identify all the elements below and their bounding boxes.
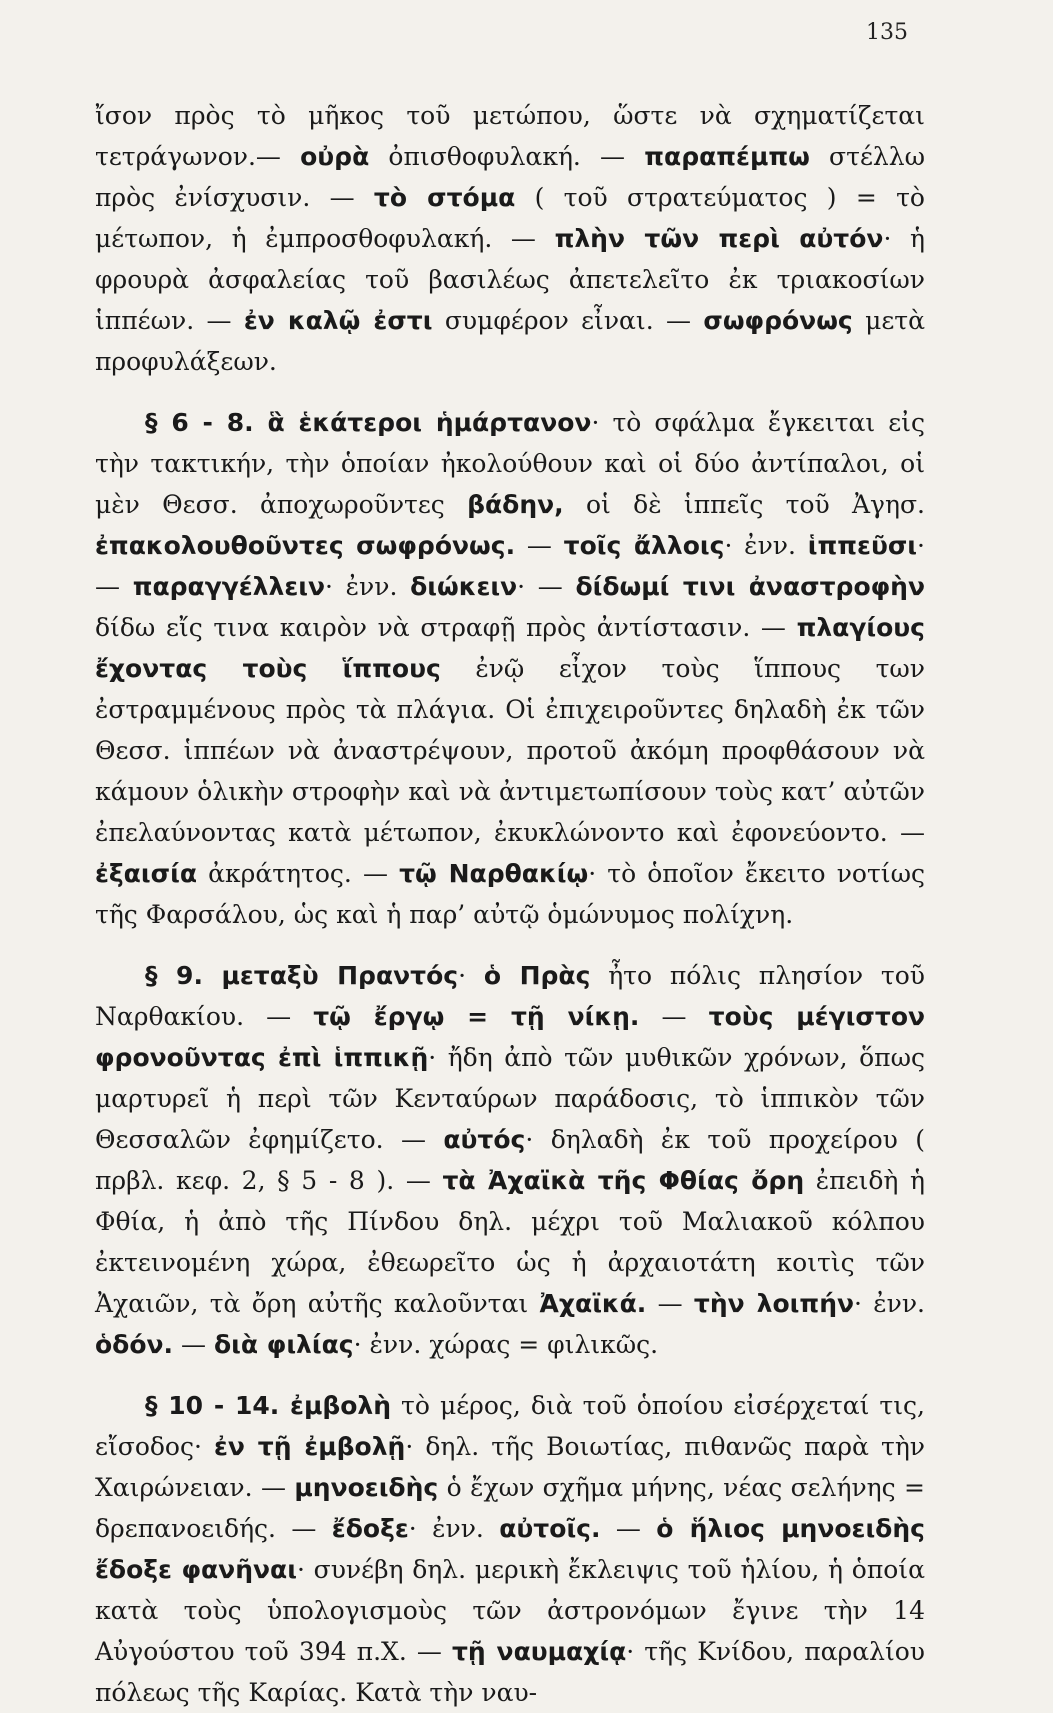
explanation-text: ἐπειδὴ ἡ Φθία, ἡ ἀπὸ τῆς Πίνδου δηλ. μέχρι τοῦ Μαλιακοῦ κόλπου ἐκτεινομένη χώρα, ἐθεωρεῖτο ὡς ἡ ἀρχαιοτάτη κοιτὶς τῶν Ἀχαιῶν, τὰ ὄρη αὐτῆς καλοῦνται: [95, 1166, 926, 1318]
explanation-text: · τῆς Κνίδου, παραλίου πόλεως τῆς Καρίας. Κατὰ τὴν ναυ-: [95, 1637, 926, 1707]
lemma-term: πλαγίους ἔχοντας τοὺς ἵππους: [95, 613, 925, 683]
explanation-text: —: [646, 1289, 694, 1318]
lemma-term: μηνοειδὴς: [294, 1473, 439, 1502]
lemma-term: ἐν τῇ ἐμβολῇ: [213, 1432, 406, 1461]
explanation-text: δίδω εἴς τινα καιρὸν νὰ στραφῇ πρὸς ἀντίστασιν. —: [95, 613, 797, 642]
explanation-text: στέλλω πρὸς ἐνίσχυσιν. —: [95, 142, 925, 212]
lemma-term: ἐπακολουθοῦντες σωφρόνως.: [95, 531, 516, 560]
lemma-term: τοὺς μέγιστον φρονοῦντας ἐπὶ ἱππικῇ: [95, 1002, 926, 1072]
explanation-text: ἀκράτητος. —: [197, 859, 400, 888]
paragraph: [95, 1385, 925, 1713]
explanation-text: · συνέβη δηλ. μερικὴ ἔκλειψις τοῦ ἡλίου, ἡ ὁποία κατὰ τοὺς ὑπολογισμοὺς τῶν ἀστρονόμων ἔγινε τὴν 14 Αὐγούστου τοῦ 394 π.Χ. —: [95, 1555, 925, 1666]
paragraph-gap: [95, 935, 925, 955]
lemma-term: τὸ στόμα: [373, 183, 516, 212]
lemma-term: ἔδοξε: [331, 1514, 409, 1543]
explanation-text: · ἐνν. χώρας = φιλικῶς.: [353, 1330, 659, 1359]
lemma-term: δίδωμί τινι ἀναστροφὴν: [575, 572, 926, 601]
explanation-text: ( τοῦ στρατεύματος ) = τὸ μέτωπον, ἡ ἐμπροσθοφυλακή. —: [95, 183, 925, 253]
explanation-text: τὸ μέρος, διὰ τοῦ ὁποίου εἰσέρχεταί τις, εἴσοδος·: [95, 1391, 925, 1461]
explanation-text: —: [515, 531, 564, 560]
paragraph: [95, 95, 925, 382]
explanation-text: ·: [458, 961, 484, 990]
explanation-text: συμφέρον εἶναι. —: [432, 306, 704, 335]
explanation-text: · τὸ ὁποῖον ἔκειτο νοτίως τῆς Φαρσάλου, ὡς καὶ ἡ παρ’ αὐτῷ ὁμώνυμος πολίχνη.: [95, 859, 925, 929]
explanation-text: · ἐνν.: [854, 1289, 925, 1318]
explanation-text: ἐνῷ εἶχον τοὺς ἵππους των ἐστραμμένους πρὸς τὰ πλάγια. Οἱ ἐπιχειροῦντες δηλαδὴ ἐκ τῶν Θεσσ. ἱππέων νὰ ἀναστρέψουν, προτοῦ ἀκόμη προφθάσουν νὰ κάμουν ὁλικὴν στροφὴν καὶ νὰ ἀντιμετωπίσουν τοὺς κατ’ αὐτῶν ἐπελαύνοντας κατὰ μέτωπον, ἐκυκλώνοντο καὶ ἐφονεύοντο. —: [95, 654, 925, 847]
explanation-text: · —: [517, 572, 576, 601]
lemma-term: διώκειν: [410, 572, 518, 601]
explanation-text: ὀπισθοφυλακή. —: [369, 142, 645, 171]
explanation-text: ἦτο πόλις πλησίον τοῦ Ναρθακίου. —: [95, 961, 926, 1031]
explanation-text: · ἐνν.: [408, 1514, 500, 1543]
lemma-term: ὁδόν.: [95, 1330, 174, 1359]
lemma-term: ὁ Πρὰς: [483, 961, 591, 990]
lemma-term: πλὴν τῶν περὶ αὐτόν: [554, 224, 884, 253]
lemma-term: § 6 - 8. ἃ ἑκάτεροι ἡμάρτανον: [145, 408, 592, 437]
explanation-text: ὁ ἔχων σχῆμα μήνης, νέας σελήνης = δρεπανοειδής. —: [95, 1473, 925, 1543]
explanation-text: οἱ δὲ ἱππεῖς τοῦ Ἀγησ.: [563, 490, 925, 519]
explanation-text: —: [639, 1002, 709, 1031]
explanation-text: · ἡ φρουρὰ ἀσφαλείας τοῦ βασιλέως ἀπετελεῖτο ἐκ τριακοσίων ἱππέων. —: [95, 224, 926, 335]
lemma-term: τῷ ἔργῳ = τῇ νίκῃ.: [313, 1002, 640, 1031]
explanation-text: —: [173, 1330, 214, 1359]
explanation-text: · δηλαδὴ ἐκ τοῦ προχείρου ( πρβλ. κεφ. 2, § 5 - 8 ). —: [95, 1125, 925, 1195]
page-number: 135: [866, 20, 908, 45]
explanation-text: · δηλ. τῆς Βοιωτίας, πιθανῶς παρὰ τὴν Χαιρώνειαν. —: [95, 1432, 925, 1502]
lemma-term: Ἀχαϊκά.: [539, 1289, 647, 1318]
lemma-term: τὰ Ἀχαϊκὰ τῆς Φθίας ὄρη: [442, 1166, 805, 1195]
lemma-term: αὐτοῖς.: [499, 1514, 601, 1543]
commentary-text: [95, 95, 925, 1713]
lemma-term: ἱππεῦσι: [807, 531, 918, 560]
lemma-term: παραγγέλλειν: [132, 572, 326, 601]
lemma-term: οὐρὰ: [300, 142, 370, 171]
explanation-text: —: [600, 1514, 657, 1543]
paragraph: [95, 955, 925, 1365]
paragraph-gap: [95, 1365, 925, 1385]
lemma-term: βάδην,: [467, 490, 564, 519]
lemma-term: διὰ φιλίας: [213, 1330, 354, 1359]
paragraph-gap: [95, 382, 925, 402]
lemma-term: τὴν λοιπήν: [693, 1289, 855, 1318]
explanation-text: · —: [95, 531, 925, 601]
lemma-term: τῇ ναυμαχίᾳ: [451, 1637, 627, 1666]
lemma-term: § 9. μεταξὺ Πραντός: [145, 961, 459, 990]
lemma-term: τῷ Ναρθακίῳ: [399, 859, 589, 888]
lemma-term: § 10 - 14. ἐμβολὴ: [145, 1391, 392, 1420]
explanation-text: ἴσον πρὸς τὸ μῆκος τοῦ μετώπου, ὥστε νὰ σχηματίζεται τετράγωνον.—: [95, 101, 925, 171]
lemma-term: αὐτός: [443, 1125, 526, 1154]
lemma-term: ἐξαισία: [95, 859, 197, 888]
explanation-text: · ἐνν.: [325, 572, 411, 601]
lemma-term: ἐν καλῷ ἐστι: [243, 306, 433, 335]
paragraph: [95, 402, 925, 935]
lemma-term: σωφρόνως: [703, 306, 853, 335]
explanation-text: μετὰ προφυλάξεων.: [95, 306, 925, 376]
lemma-term: ὁ ἥλιος μηνοειδὴς ἔδοξε φανῆναι: [95, 1514, 925, 1584]
explanation-text: · τὸ σφάλμα ἔγκειται εἰς τὴν τακτικήν, τὴν ὁποίαν ἠκολούθουν καὶ οἱ δύο ἀντίπαλοι, οἱ μὲν Θεσσ. ἀποχωροῦντες: [95, 408, 925, 519]
lemma-term: παραπέμπω: [644, 142, 810, 171]
lemma-term: τοῖς ἄλλοις: [563, 531, 725, 560]
explanation-text: · ἐνν.: [724, 531, 808, 560]
explanation-text: · ἤδη ἀπὸ τῶν μυθικῶν χρόνων, ὅπως μαρτυρεῖ ἡ περὶ τῶν Κενταύρων παράδοσις, τὸ ἱππικὸν τῶν Θεσσαλῶν ἐφημίζετο. —: [95, 1043, 926, 1154]
